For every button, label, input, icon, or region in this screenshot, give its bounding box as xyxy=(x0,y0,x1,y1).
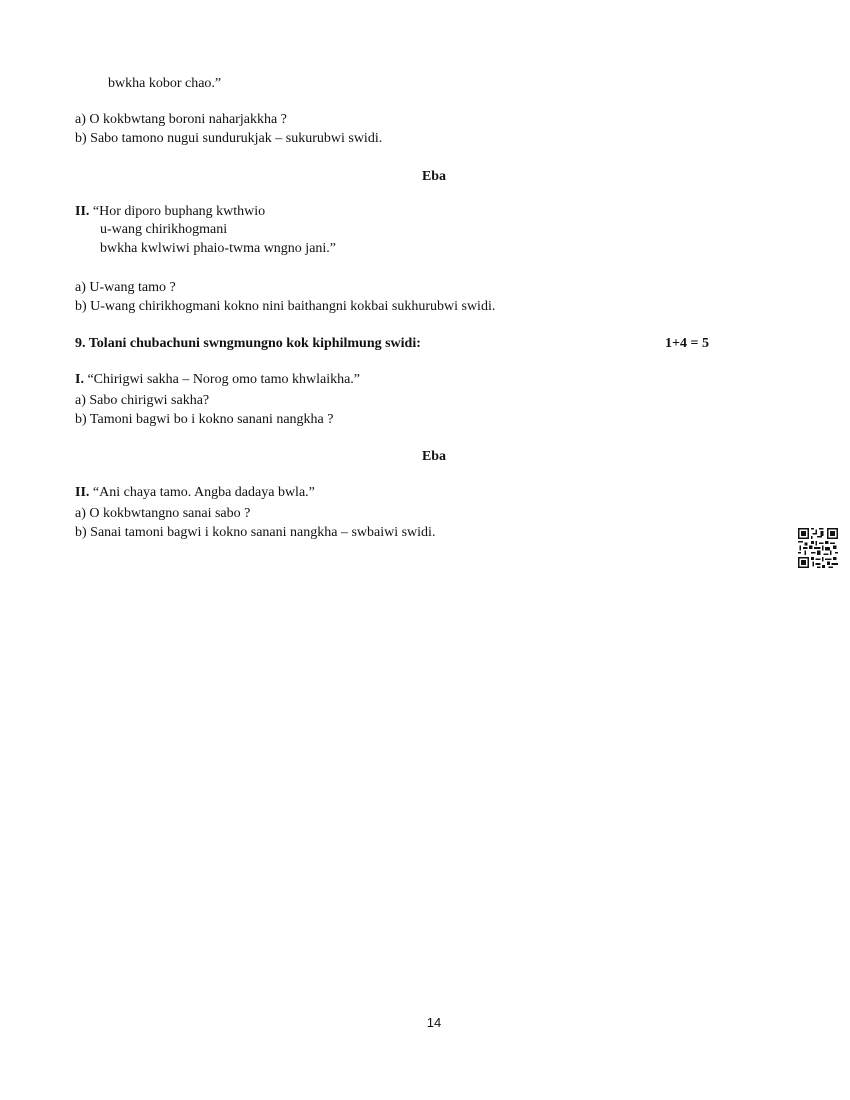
continuation-line: bwkha kobor chao.” xyxy=(108,76,222,91)
q9-part2-line xyxy=(75,484,315,502)
q8-part2-b: b) U-wang chirikhogmani kokno nini baithangni kokbai sukhurubwi swidi. xyxy=(75,299,496,314)
q9-part2-b: b) Sanai tamoni bagwi i kokno sanani nangkha – swbaiwi swidi. xyxy=(75,525,436,540)
q9-part1-label: I. xyxy=(75,372,84,387)
q9-part1-a: a) Sabo chirigwi sakha? xyxy=(75,393,210,408)
q9-part1-b: b) Tamoni bagwi bo i kokno sanani nangkha ? xyxy=(75,412,334,427)
q9-part1-text: “Chirigwi sakha – Norog omo tamo khwlaikha.” xyxy=(87,372,361,387)
q8-part1-a: a) O kokbwtang boroni naharjakkha ? xyxy=(75,112,287,127)
q8-part2-line1-text: “Hor diporo buphang kwthwio xyxy=(92,204,266,219)
q8-part2-line2: u-wang chirikhogmani xyxy=(100,222,228,237)
or-separator-2: Eba xyxy=(421,449,447,464)
q8-part2-a: a) U-wang tamo ? xyxy=(75,280,176,295)
q9-heading: 9. Tolani chubachuni swngmungno kok kiphilmung swidi: xyxy=(75,336,421,351)
q9-part2-a: a) O kokbwtangno sanai sabo ? xyxy=(75,506,251,521)
q8-part2-line1 xyxy=(75,203,265,221)
or-separator-1: Eba xyxy=(421,169,447,184)
q9-part2-label: II. xyxy=(75,485,90,500)
page-number: 14 xyxy=(426,1015,442,1030)
q8-part1-b: b) Sabo tamono nugui sundurukjak – sukurubwi swidi. xyxy=(75,131,383,146)
q9-part2-text: “Ani chaya tamo. Angba dadaya bwla.” xyxy=(92,485,315,500)
q8-part2-label: II. xyxy=(75,204,90,219)
q8-part2-line3: bwkha kwlwiwi phaio-twma wngno jani.” xyxy=(100,241,337,256)
qr-code-icon xyxy=(798,528,838,568)
q9-part1-line xyxy=(75,371,360,389)
q9-marks: 1+4 = 5 xyxy=(665,336,709,351)
